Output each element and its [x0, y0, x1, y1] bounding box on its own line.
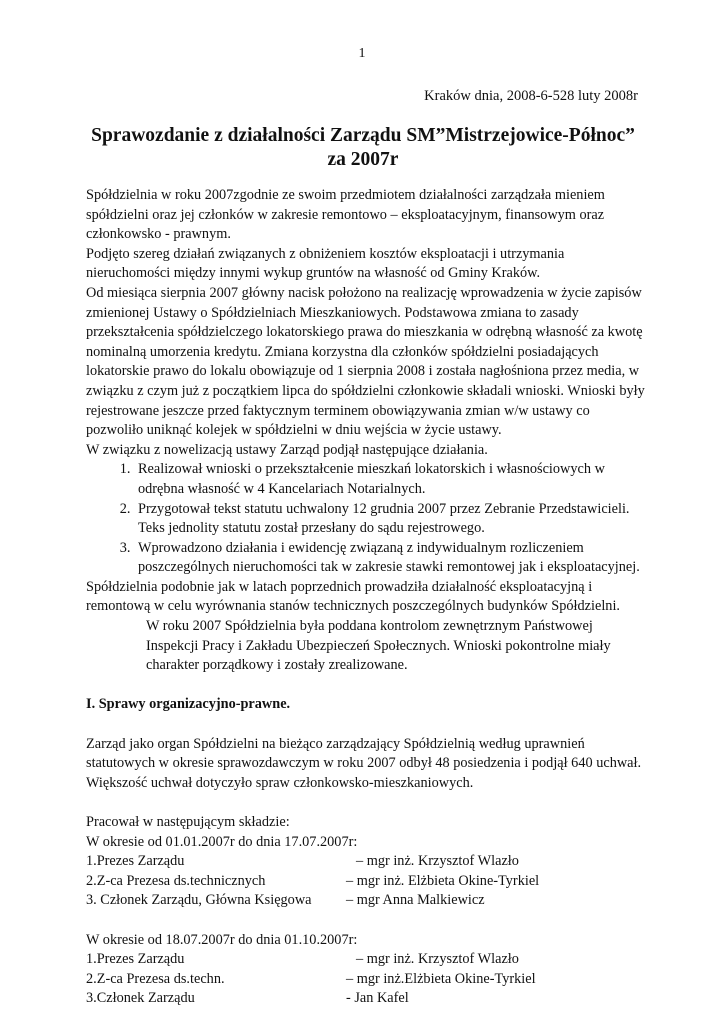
paragraph-maintenance: Spółdzielnia podobnie jak w latach poprzednich prowadziła działalność eksploatacyjną i remontową w celu wyrównania stanów technicznych poszczególnych budynków Spółdzielni. [86, 578, 620, 615]
actions-list [86, 460, 646, 578]
board-member-row [86, 852, 646, 872]
member-name: – mgr inż. Krzysztof Wlazło [356, 853, 519, 870]
board-member-row [86, 950, 646, 970]
member-role: 3.Członek Zarządu [86, 990, 195, 1007]
list-item: 3. Wprowadzono działania i ewidencję związaną z indywidualnym rozliczeniem poszczególnych nieruchomości tak w zakresie stawki remontowej jak i eksploatacyjnej. [134, 539, 646, 578]
member-name: – mgr inż. Krzysztof Wlazło [356, 951, 519, 968]
page-number: 1 [358, 46, 366, 61]
list-item: 1. Realizował wnioski o przekształcenie mieszkań lokatorskich i własnościowych w odrębna własność w 4 Kancelariach Notarialnych. [134, 460, 646, 499]
list-item: 2. Przygotował tekst statutu uchwalony 12 grudnia 2007 przez Zebranie Przedstawicieli. Teks jednolity statutu został przesłany do sądu rejestrowego. [134, 500, 646, 539]
member-name: – mgr inż. Elżbieta Okine-Tyrkiel [346, 872, 540, 889]
member-name: – mgr Anna Malkiewicz [346, 892, 485, 909]
board-member-row [86, 989, 646, 1009]
date-line: Kraków dnia, 2008-6-528 luty 2008r [424, 88, 638, 104]
member-role: 3. Członek Zarządu, Główna Księgowa [86, 892, 312, 909]
member-name: - Jan Kafel [346, 990, 409, 1007]
title-line-2: za 2007r [327, 149, 399, 170]
paragraph-intro: Spółdzielnia w roku 2007zgodnie ze swoim przedmiotem działalności zarządzała mieniem spółdzielni oraz jej członków w zakresie remontowo – eksploatacyjnym, finansowym oraz członkowsko - prawnym. [86, 187, 605, 243]
period-2-label: W okresie od 18.07.2007r do dnia 01.10.2007r: [86, 931, 358, 948]
title-line-1: Sprawozdanie z działalności Zarządu SM”Mistrzejowice-Północ” [91, 125, 635, 146]
document-title [80, 124, 646, 172]
member-name: – mgr inż.Elżbieta Okine-Tyrkiel [346, 970, 536, 987]
board-member-row [86, 872, 646, 892]
board-member-row [86, 970, 646, 990]
board-member-row [86, 891, 646, 911]
paragraph-actions-intro: W związku z nowelizacją ustawy Zarząd podjął następujące działania. [86, 441, 488, 458]
composition-intro: Pracował w następującym składzie: [86, 814, 290, 830]
paragraph-inspection: W roku 2007 Spółdzielnia była poddana kontrolom zewnętrznym Państwowej Inspekcji Pracy i Zakładu Ubezpieczeń Społecznych. Wnioski pokontrolne miały charakter porządkowy i zostały zrealizowane. [146, 618, 611, 674]
paragraph-board-meetings: Zarząd jako organ Spółdzielni na bieżąco zarządzający Spółdzielnią według uprawnień statutowych w okresie sprawozdawczym w roku 2007 odbył 48 posiedzenia i podjął 640 uchwał. Większość uchwał dotyczyło spraw członkowsko-mieszkaniowych. [86, 735, 642, 791]
member-role: 2.Z-ca Prezesa ds.technicznych [86, 872, 266, 889]
paragraph-law: Od miesiąca sierpnia 2007 główny nacisk położono na realizację wprowadzenia w życie zapisów zmienionej Ustawy o Spółdzielniach Mieszkaniowych. Podstawowa zmiana to zasady przekształcenia spółdzielczego lokatorskiego prawa do mieszkania w odrębną własność za kwotę nominalną umorzenia kredytu. Zmiana korzystna dla członków spółdzielni posiadających lokatorskie prawo do lokalu obowiązuje od 1 sierpnia 2008 i została nagłośniona przez media, w związku z czym już z początkiem lipca do spółdzielni członkowie składali wnioski. Wnioski były rejestrowane jeszcze przed faktycznym terminem obowiązywania zmian w/w ustawy co pozwoliło uniknąć kolejek w spółdzielni w dniu wejścia w życie ustawy. [86, 284, 645, 439]
member-role: 2.Z-ca Prezesa ds.techn. [86, 970, 225, 987]
section-heading: I. Sprawy organizacyjno-prawne. [86, 696, 291, 713]
member-role: 1.Prezes Zarządu [86, 853, 185, 870]
paragraph-costs: Podjęto szereg działań związanych z obniżeniem kosztów eksploatacji i utrzymania nieruchomości między innymi wykup gruntów na własność od Gminy Kraków. [86, 245, 565, 282]
period-1-label: W okresie od 01.01.2007r do dnia 17.07.2007r: [86, 833, 358, 850]
document-body [86, 186, 646, 1009]
member-role: 1.Prezes Zarządu [86, 951, 185, 968]
